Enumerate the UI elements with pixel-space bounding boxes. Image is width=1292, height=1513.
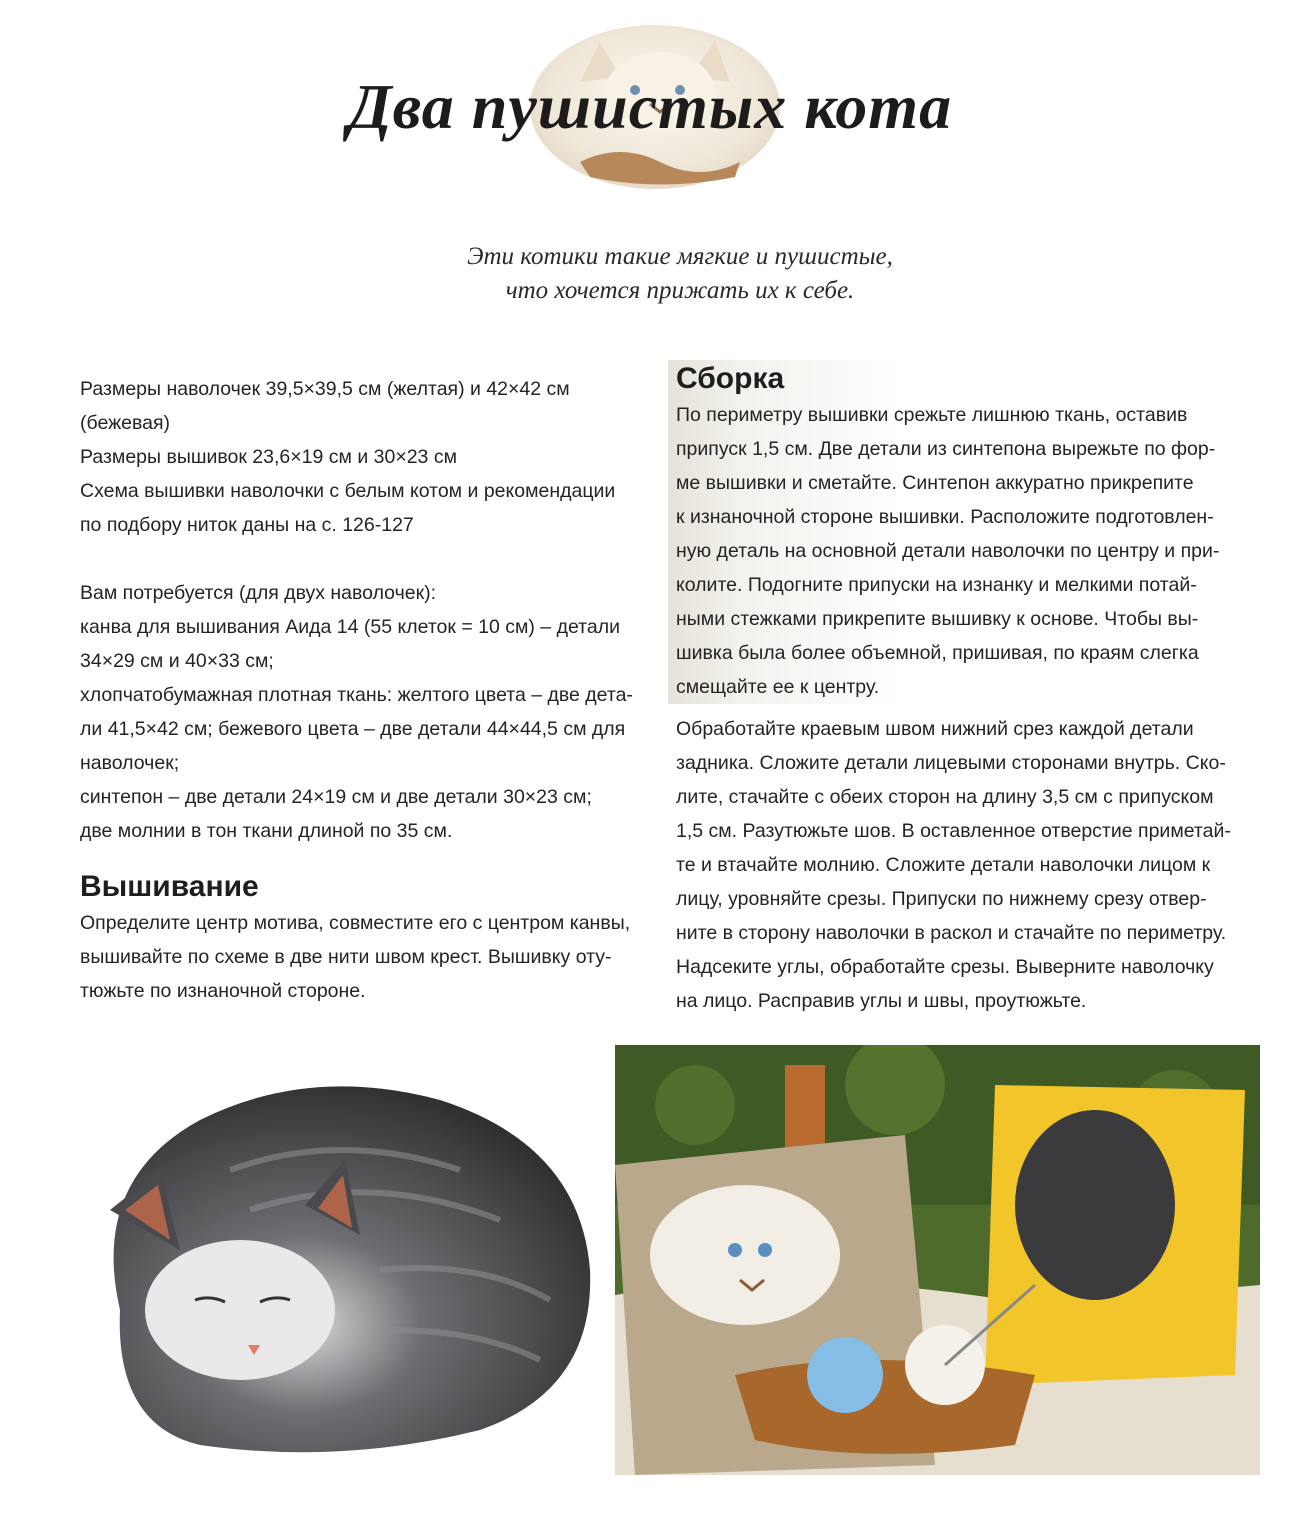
assembly-paragraph-2 xyxy=(676,712,1246,1018)
assembly-line: ме вышивки и сметайте. Синтепон аккуратно прикрепите xyxy=(676,472,1194,494)
materials-line: синтепон – две детали 24×19 см и две детали 30×23 см; xyxy=(80,786,592,808)
specs-line: (бежевая) xyxy=(80,412,170,434)
assembly-line: ните в сторону наволочки в раскол и стачайте по периметру. xyxy=(676,922,1227,944)
assembly-line: на лицо. Расправив углы и швы, проутюжьте. xyxy=(676,990,1087,1012)
pillows-photo xyxy=(615,1045,1260,1475)
materials-line: Вам потребуется (для двух наволочек): xyxy=(80,582,437,604)
assembly-line: лицу, уровняйте срезы. Припуски по нижнему срезу отвер- xyxy=(676,888,1207,910)
specs-line: Схема вышивки наволочки с белым котом и рекомендации xyxy=(80,480,616,502)
left-column xyxy=(80,372,660,1008)
subtitle-line: что хочется прижать их к себе. xyxy=(505,277,855,304)
assembly-line: припуск 1,5 см. Две детали из синтепона вырежьте по фор- xyxy=(676,438,1216,460)
materials-line: 34×29 см и 40×33 см; xyxy=(80,650,274,672)
assembly-line: смещайте ее к центру. xyxy=(676,676,880,698)
assembly-heading: Сборка xyxy=(676,362,785,395)
specs-line: Размеры наволочек 39,5×39,5 см (желтая) и 42×42 см xyxy=(80,378,570,400)
page-title: Два пушистых кота xyxy=(347,71,953,142)
assembly-line: лите, стачайте с обеих сторон на длину 3,5 см с припуском xyxy=(676,786,1214,808)
grey-cat-embroidery-image xyxy=(80,1060,605,1460)
embroidery-heading: Вышивание xyxy=(80,870,259,903)
embroidery-line: вышивайте по схеме в две нити швом крест. Вышивку оту- xyxy=(80,946,612,968)
assembly-line: 1,5 см. Разутюжьте шов. В оставленное отверстие приметай- xyxy=(676,820,1231,842)
subtitle-line: Эти котики такие мягкие и пушистые, xyxy=(467,243,893,270)
assembly-shaded-block xyxy=(668,360,1246,704)
materials-block xyxy=(80,576,660,848)
materials-line: канва для вышивания Аида 14 (55 клеток = 10 см) – детали xyxy=(80,616,620,638)
assembly-line: По периметру вышивки срежьте лишнюю ткань, оставив xyxy=(676,404,1188,426)
right-column xyxy=(676,360,1246,1018)
materials-line: хлопчатобумажная плотная ткань: желтого цвета – две дета- xyxy=(80,684,633,706)
assembly-line: шивка была более объемной, пришивая, по краям слегка xyxy=(676,642,1199,664)
materials-line: ли 41,5×42 см; бежевого цвета – две детали 44×44,5 см для xyxy=(80,718,626,740)
embroidery-line: Определите центр мотива, совместите его с центром канвы, xyxy=(80,912,631,934)
assembly-line: к изнаночной стороне вышивки. Расположите подготовлен- xyxy=(676,506,1214,528)
subtitle xyxy=(400,240,960,308)
specs-line: Размеры вышивок 23,6×19 см и 30×23 см xyxy=(80,446,457,468)
materials-line: наволочек; xyxy=(80,752,180,774)
materials-line: две молнии в тон ткани длиной по 35 см. xyxy=(80,820,453,842)
assembly-line: ными стежками прикрепите вышивку к основе. Чтобы вы- xyxy=(676,608,1199,630)
specs-block xyxy=(80,372,660,542)
embroidery-block xyxy=(80,906,660,1008)
assembly-line: ную деталь на основной детали наволочки по центру и при- xyxy=(676,540,1220,562)
assembly-line: Надсеките углы, обработайте срезы. Выверните наволочку xyxy=(676,956,1214,978)
specs-line: по подбору ниток даны на с. 126-127 xyxy=(80,514,414,536)
assembly-line: колите. Подогните припуски на изнанку и мелкими потай- xyxy=(676,574,1197,596)
assembly-line: Обработайте краевым швом нижний срез каждой детали xyxy=(676,718,1194,740)
assembly-line: те и втачайте молнию. Сложите детали наволочки лицом к xyxy=(676,854,1211,876)
assembly-line: задника. Сложите детали лицевыми сторонами внутрь. Ско- xyxy=(676,752,1226,774)
embroidery-line: тюжьте по изнаночной стороне. xyxy=(80,980,366,1002)
